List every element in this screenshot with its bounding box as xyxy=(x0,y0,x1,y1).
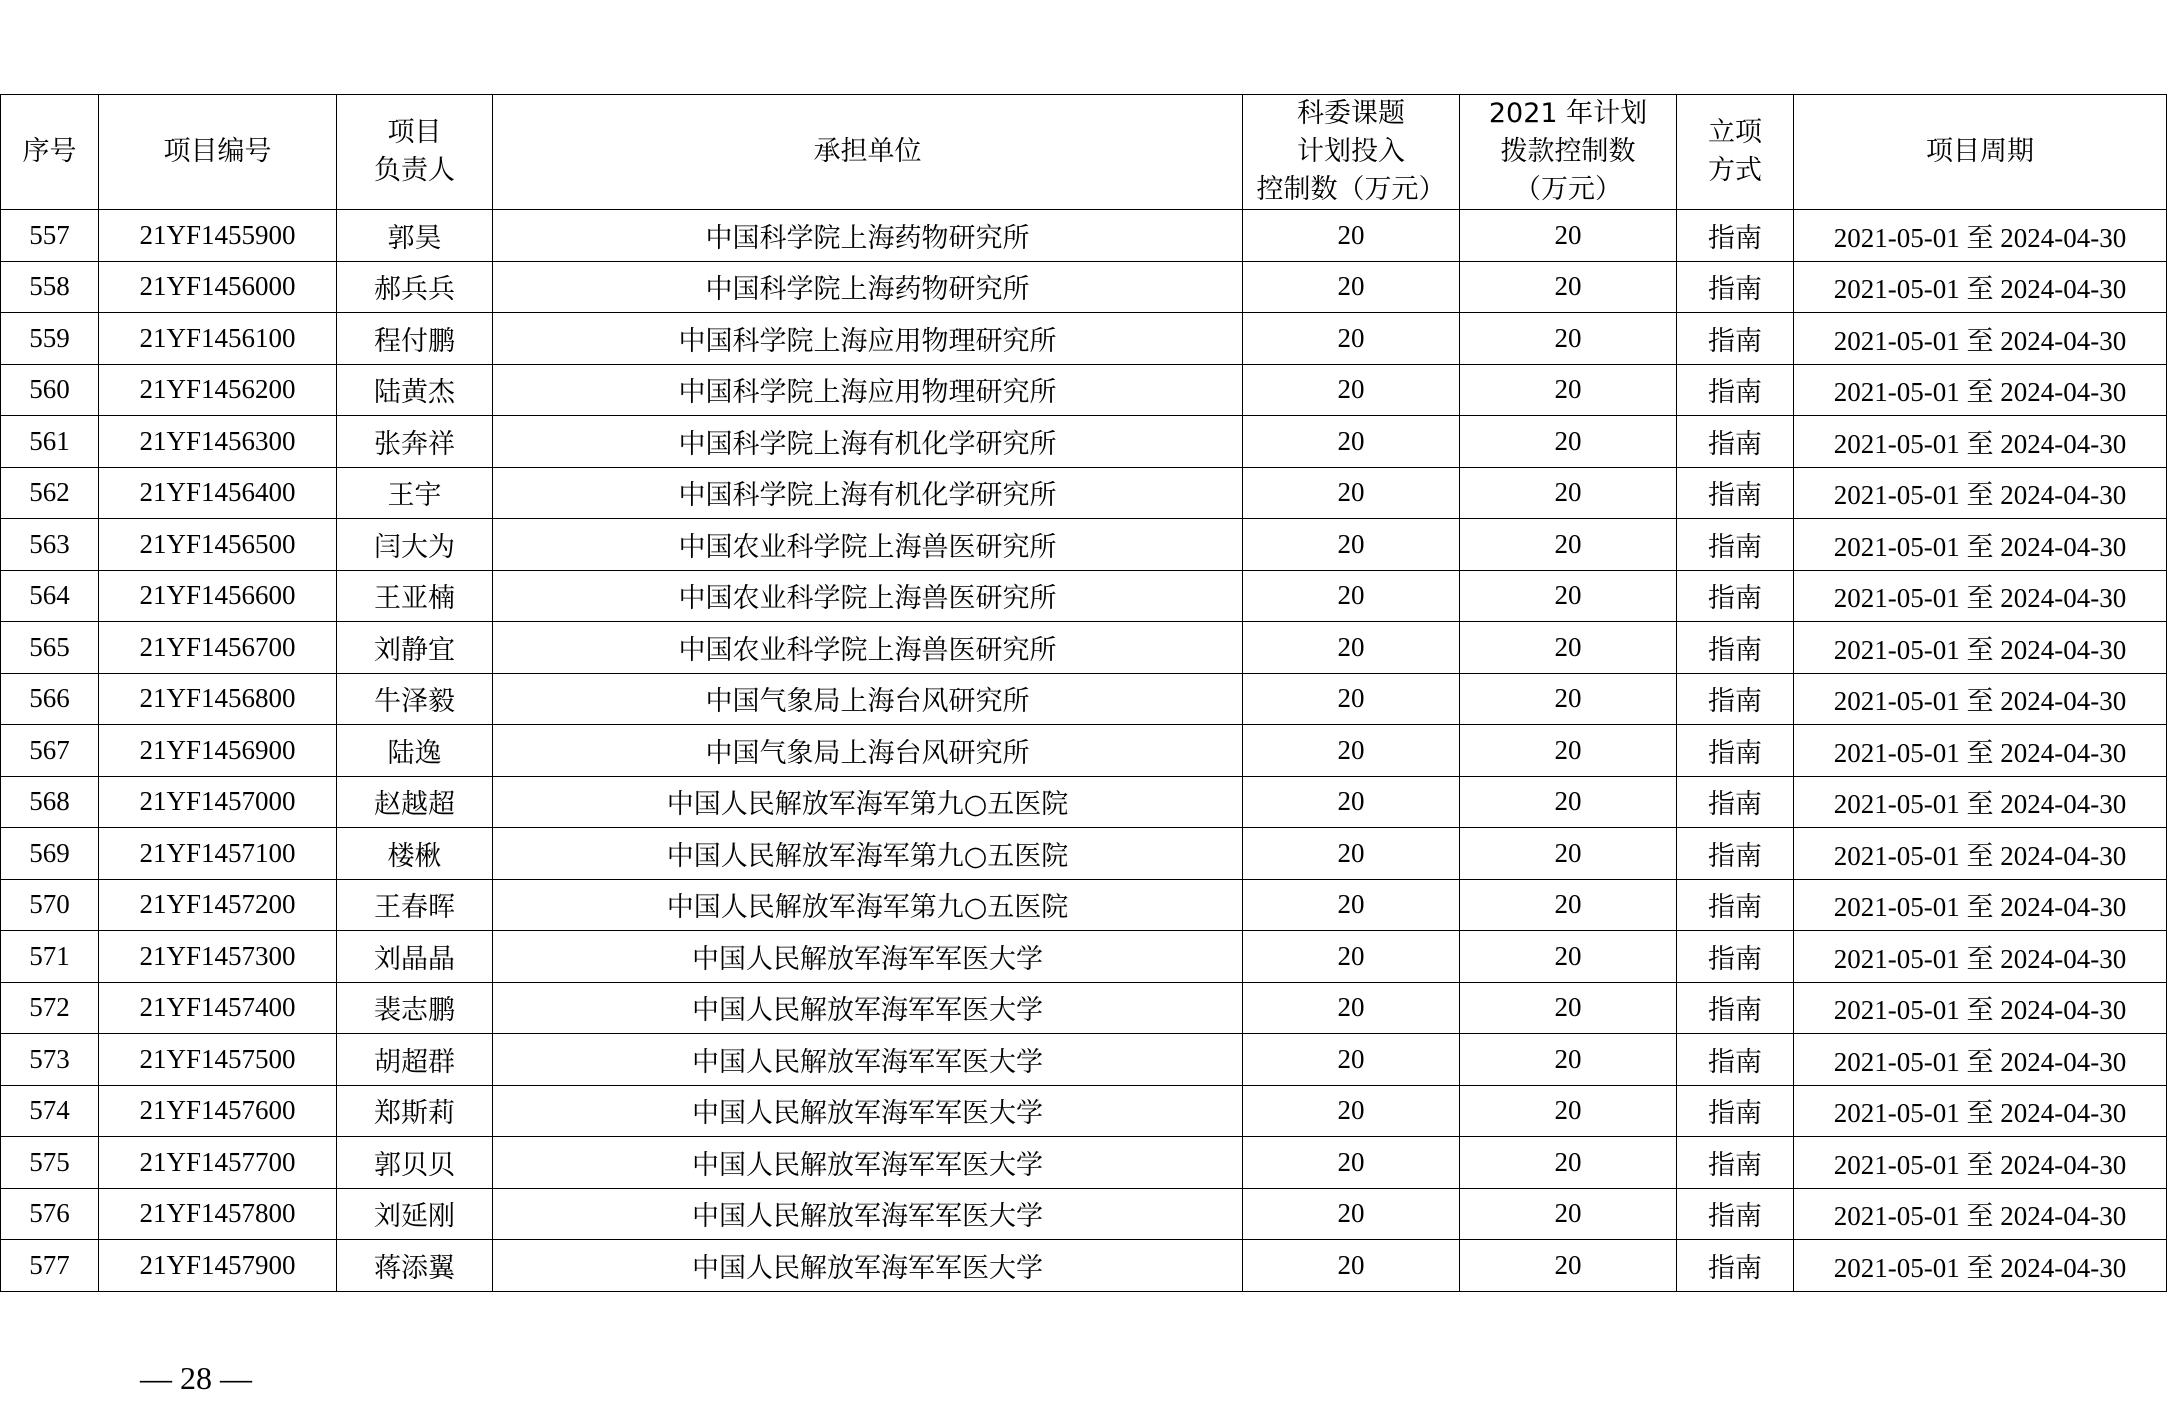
cell-project-no: 21YF1456700 xyxy=(99,622,337,674)
cell-method: 指南 xyxy=(1677,673,1794,725)
cell-project-no: 21YF1457500 xyxy=(99,1034,337,1086)
cell-period xyxy=(1794,1137,2167,1189)
page-number: — 28 — xyxy=(140,1360,252,1396)
cell-seq: 559 xyxy=(1,313,99,365)
cell-seq: 572 xyxy=(1,982,99,1034)
period-to: 至 xyxy=(1966,686,1994,718)
cell-seq: 569 xyxy=(1,828,99,880)
cell-unit: 中国人民解放军海军军医大学 xyxy=(493,982,1243,1034)
cell-method: 指南 xyxy=(1677,467,1794,519)
header-seq: 序号 xyxy=(1,95,99,210)
period-to: 至 xyxy=(1966,1252,1994,1284)
table-row xyxy=(1,725,2167,777)
cell-leader: 郭贝贝 xyxy=(337,1137,493,1189)
cell-period xyxy=(1794,416,2167,468)
cell-leader: 张奔祥 xyxy=(337,416,493,468)
cell-period xyxy=(1794,1034,2167,1086)
cell-plan-amount: 20 xyxy=(1243,313,1460,365)
cell-seq: 564 xyxy=(1,570,99,622)
table-row xyxy=(1,261,2167,313)
cell-project-no: 21YF1457700 xyxy=(99,1137,337,1189)
period-start: 2021-05-01 xyxy=(1833,274,1960,305)
cell-leader: 闫大为 xyxy=(337,519,493,571)
period-start: 2021-05-01 xyxy=(1833,428,1960,459)
cell-period xyxy=(1794,519,2167,571)
cell-seq: 558 xyxy=(1,261,99,313)
period-end: 2024-04-30 xyxy=(2000,583,2127,614)
period-end: 2024-04-30 xyxy=(2000,428,2127,459)
table-row xyxy=(1,1085,2167,1137)
cell-alloc-amount: 20 xyxy=(1460,416,1677,468)
cell-unit: 中国科学院上海药物研究所 xyxy=(493,261,1243,313)
period-start: 2021-05-01 xyxy=(1833,1149,1960,1180)
cell-alloc-amount: 20 xyxy=(1460,1240,1677,1292)
cell-alloc-amount: 20 xyxy=(1460,570,1677,622)
cell-unit: 中国人民解放军海军军医大学 xyxy=(493,1188,1243,1240)
period-end: 2024-04-30 xyxy=(2000,840,2127,871)
cell-alloc-amount: 20 xyxy=(1460,828,1677,880)
cell-method: 指南 xyxy=(1677,931,1794,983)
period-end: 2024-04-30 xyxy=(2000,480,2127,511)
period-to: 至 xyxy=(1966,1046,1994,1078)
cell-period xyxy=(1794,673,2167,725)
period-start: 2021-05-01 xyxy=(1833,892,1960,923)
cell-unit: 中国人民解放军海军第九○五医院 xyxy=(493,776,1243,828)
cell-project-no: 21YF1456300 xyxy=(99,416,337,468)
cell-plan-amount: 20 xyxy=(1243,467,1460,519)
period-end: 2024-04-30 xyxy=(2000,892,2127,923)
cell-unit: 中国农业科学院上海兽医研究所 xyxy=(493,570,1243,622)
cell-method: 指南 xyxy=(1677,879,1794,931)
cell-alloc-amount: 20 xyxy=(1460,725,1677,777)
cell-period xyxy=(1794,776,2167,828)
period-start: 2021-05-01 xyxy=(1833,943,1960,974)
cell-project-no: 21YF1455900 xyxy=(99,210,337,262)
cell-seq: 557 xyxy=(1,210,99,262)
period-to: 至 xyxy=(1966,377,1994,409)
cell-seq: 574 xyxy=(1,1085,99,1137)
cell-project-no: 21YF1457400 xyxy=(99,982,337,1034)
cell-method: 指南 xyxy=(1677,622,1794,674)
cell-project-no: 21YF1457200 xyxy=(99,879,337,931)
cell-method: 指南 xyxy=(1677,570,1794,622)
table-row xyxy=(1,416,2167,468)
table-row xyxy=(1,519,2167,571)
cell-plan-amount: 20 xyxy=(1243,519,1460,571)
period-to: 至 xyxy=(1966,480,1994,512)
period-to: 至 xyxy=(1966,737,1994,769)
cell-leader: 蒋添翼 xyxy=(337,1240,493,1292)
cell-unit: 中国气象局上海台风研究所 xyxy=(493,673,1243,725)
cell-alloc-amount: 20 xyxy=(1460,1085,1677,1137)
period-to: 至 xyxy=(1966,634,1994,666)
cell-alloc-amount: 20 xyxy=(1460,364,1677,416)
cell-unit: 中国人民解放军海军军医大学 xyxy=(493,931,1243,983)
cell-seq: 568 xyxy=(1,776,99,828)
period-to: 至 xyxy=(1966,995,1994,1027)
period-to: 至 xyxy=(1966,1201,1994,1233)
cell-unit: 中国气象局上海台风研究所 xyxy=(493,725,1243,777)
project-table xyxy=(0,94,2167,1292)
cell-seq: 560 xyxy=(1,364,99,416)
period-start: 2021-05-01 xyxy=(1833,789,1960,820)
cell-seq: 567 xyxy=(1,725,99,777)
cell-method: 指南 xyxy=(1677,416,1794,468)
period-start: 2021-05-01 xyxy=(1833,840,1960,871)
period-end: 2024-04-30 xyxy=(2000,531,2127,562)
header-period: 项目周期 xyxy=(1794,95,2167,210)
table-row xyxy=(1,467,2167,519)
cell-plan-amount: 20 xyxy=(1243,725,1460,777)
cell-period xyxy=(1794,1188,2167,1240)
cell-alloc-amount: 20 xyxy=(1460,1137,1677,1189)
cell-project-no: 21YF1456000 xyxy=(99,261,337,313)
cell-leader: 郭昊 xyxy=(337,210,493,262)
cell-plan-amount: 20 xyxy=(1243,673,1460,725)
cell-method: 指南 xyxy=(1677,364,1794,416)
cell-project-no: 21YF1456600 xyxy=(99,570,337,622)
period-start: 2021-05-01 xyxy=(1833,634,1960,665)
cell-seq: 573 xyxy=(1,1034,99,1086)
cell-alloc-amount: 20 xyxy=(1460,931,1677,983)
cell-seq: 563 xyxy=(1,519,99,571)
header-project-no: 项目编号 xyxy=(99,95,337,210)
cell-plan-amount: 20 xyxy=(1243,776,1460,828)
cell-alloc-amount: 20 xyxy=(1460,1034,1677,1086)
cell-period xyxy=(1794,570,2167,622)
cell-alloc-amount: 20 xyxy=(1460,467,1677,519)
cell-method: 指南 xyxy=(1677,519,1794,571)
header-method: 立项 方式 xyxy=(1677,95,1794,210)
cell-period xyxy=(1794,364,2167,416)
cell-method: 指南 xyxy=(1677,313,1794,365)
cell-seq: 561 xyxy=(1,416,99,468)
cell-project-no: 21YF1457000 xyxy=(99,776,337,828)
cell-plan-amount: 20 xyxy=(1243,828,1460,880)
table-body xyxy=(1,210,2167,1292)
cell-project-no: 21YF1456100 xyxy=(99,313,337,365)
cell-plan-amount: 20 xyxy=(1243,1240,1460,1292)
cell-alloc-amount: 20 xyxy=(1460,1188,1677,1240)
cell-plan-amount: 20 xyxy=(1243,416,1460,468)
cell-plan-amount: 20 xyxy=(1243,1188,1460,1240)
period-to: 至 xyxy=(1966,583,1994,615)
cell-plan-amount: 20 xyxy=(1243,1137,1460,1189)
cell-period xyxy=(1794,879,2167,931)
table-row xyxy=(1,931,2167,983)
cell-project-no: 21YF1456900 xyxy=(99,725,337,777)
cell-alloc-amount: 20 xyxy=(1460,519,1677,571)
cell-alloc-amount: 20 xyxy=(1460,210,1677,262)
period-end: 2024-04-30 xyxy=(2000,377,2127,408)
cell-period xyxy=(1794,931,2167,983)
cell-method: 指南 xyxy=(1677,725,1794,777)
cell-project-no: 21YF1456800 xyxy=(99,673,337,725)
cell-leader: 王亚楠 xyxy=(337,570,493,622)
cell-plan-amount: 20 xyxy=(1243,622,1460,674)
table-header-row xyxy=(1,95,2167,210)
cell-project-no: 21YF1456200 xyxy=(99,364,337,416)
cell-period xyxy=(1794,467,2167,519)
cell-method: 指南 xyxy=(1677,1085,1794,1137)
cell-leader: 牛泽毅 xyxy=(337,673,493,725)
cell-period xyxy=(1794,1085,2167,1137)
cell-leader: 胡超群 xyxy=(337,1034,493,1086)
cell-unit: 中国科学院上海药物研究所 xyxy=(493,210,1243,262)
period-end: 2024-04-30 xyxy=(2000,1252,2127,1283)
cell-plan-amount: 20 xyxy=(1243,261,1460,313)
period-end: 2024-04-30 xyxy=(2000,1201,2127,1232)
table-row xyxy=(1,364,2167,416)
table-row xyxy=(1,1240,2167,1292)
cell-project-no: 21YF1457600 xyxy=(99,1085,337,1137)
cell-project-no: 21YF1457900 xyxy=(99,1240,337,1292)
table-row xyxy=(1,313,2167,365)
cell-unit: 中国人民解放军海军军医大学 xyxy=(493,1240,1243,1292)
table-row xyxy=(1,622,2167,674)
cell-alloc-amount: 20 xyxy=(1460,261,1677,313)
cell-unit: 中国科学院上海有机化学研究所 xyxy=(493,416,1243,468)
period-to: 至 xyxy=(1966,943,1994,975)
cell-period xyxy=(1794,210,2167,262)
cell-leader: 王宇 xyxy=(337,467,493,519)
cell-unit: 中国人民解放军海军军医大学 xyxy=(493,1085,1243,1137)
cell-alloc-amount: 20 xyxy=(1460,982,1677,1034)
cell-alloc-amount: 20 xyxy=(1460,776,1677,828)
cell-seq: 577 xyxy=(1,1240,99,1292)
cell-project-no: 21YF1457300 xyxy=(99,931,337,983)
cell-method: 指南 xyxy=(1677,1188,1794,1240)
period-start: 2021-05-01 xyxy=(1833,583,1960,614)
cell-method: 指南 xyxy=(1677,210,1794,262)
cell-unit: 中国人民解放军海军军医大学 xyxy=(493,1137,1243,1189)
cell-unit: 中国人民解放军海军第九○五医院 xyxy=(493,879,1243,931)
cell-unit: 中国科学院上海应用物理研究所 xyxy=(493,364,1243,416)
period-end: 2024-04-30 xyxy=(2000,634,2127,665)
cell-seq: 562 xyxy=(1,467,99,519)
cell-plan-amount: 20 xyxy=(1243,1085,1460,1137)
cell-seq: 576 xyxy=(1,1188,99,1240)
cell-period xyxy=(1794,725,2167,777)
cell-alloc-amount: 20 xyxy=(1460,673,1677,725)
cell-plan-amount: 20 xyxy=(1243,1034,1460,1086)
table-row xyxy=(1,570,2167,622)
period-end: 2024-04-30 xyxy=(2000,325,2127,356)
table-row xyxy=(1,828,2167,880)
cell-seq: 565 xyxy=(1,622,99,674)
cell-leader: 郝兵兵 xyxy=(337,261,493,313)
cell-seq: 575 xyxy=(1,1137,99,1189)
period-end: 2024-04-30 xyxy=(2000,943,2127,974)
cell-seq: 566 xyxy=(1,673,99,725)
period-end: 2024-04-30 xyxy=(2000,1149,2127,1180)
cell-unit: 中国科学院上海有机化学研究所 xyxy=(493,467,1243,519)
cell-plan-amount: 20 xyxy=(1243,210,1460,262)
period-start: 2021-05-01 xyxy=(1833,377,1960,408)
table-row xyxy=(1,1034,2167,1086)
cell-method: 指南 xyxy=(1677,776,1794,828)
cell-seq: 570 xyxy=(1,879,99,931)
cell-method: 指南 xyxy=(1677,261,1794,313)
header-unit: 承担单位 xyxy=(493,95,1243,210)
cell-plan-amount: 20 xyxy=(1243,931,1460,983)
period-to: 至 xyxy=(1966,1098,1994,1130)
period-start: 2021-05-01 xyxy=(1833,1201,1960,1232)
period-end: 2024-04-30 xyxy=(2000,1046,2127,1077)
period-start: 2021-05-01 xyxy=(1833,686,1960,717)
period-end: 2024-04-30 xyxy=(2000,789,2127,820)
period-to: 至 xyxy=(1966,531,1994,563)
table-row xyxy=(1,673,2167,725)
header-alloc-amount: 2021 年计划 拨款控制数 （万元） xyxy=(1460,95,1677,210)
cell-project-no: 21YF1457800 xyxy=(99,1188,337,1240)
header-leader: 项目 负责人 xyxy=(337,95,493,210)
header-plan-amount: 科委课题 计划投入 控制数（万元） xyxy=(1243,95,1460,210)
period-start: 2021-05-01 xyxy=(1833,995,1960,1026)
cell-period xyxy=(1794,828,2167,880)
table-row xyxy=(1,776,2167,828)
table-row xyxy=(1,982,2167,1034)
cell-project-no: 21YF1457100 xyxy=(99,828,337,880)
cell-unit: 中国人民解放军海军第九○五医院 xyxy=(493,828,1243,880)
cell-period xyxy=(1794,313,2167,365)
cell-method: 指南 xyxy=(1677,828,1794,880)
period-to: 至 xyxy=(1966,789,1994,821)
table-row xyxy=(1,210,2167,262)
period-start: 2021-05-01 xyxy=(1833,531,1960,562)
period-to: 至 xyxy=(1966,892,1994,924)
period-end: 2024-04-30 xyxy=(2000,686,2127,717)
cell-leader: 刘晶晶 xyxy=(337,931,493,983)
cell-alloc-amount: 20 xyxy=(1460,879,1677,931)
cell-alloc-amount: 20 xyxy=(1460,622,1677,674)
period-start: 2021-05-01 xyxy=(1833,1252,1960,1283)
cell-unit: 中国人民解放军海军军医大学 xyxy=(493,1034,1243,1086)
cell-leader: 陆逸 xyxy=(337,725,493,777)
period-start: 2021-05-01 xyxy=(1833,1046,1960,1077)
cell-leader: 楼楸 xyxy=(337,828,493,880)
period-to: 至 xyxy=(1966,274,1994,306)
cell-method: 指南 xyxy=(1677,1240,1794,1292)
period-end: 2024-04-30 xyxy=(2000,1098,2127,1129)
cell-period xyxy=(1794,622,2167,674)
cell-method: 指南 xyxy=(1677,1034,1794,1086)
period-start: 2021-05-01 xyxy=(1833,1098,1960,1129)
cell-leader: 刘延刚 xyxy=(337,1188,493,1240)
cell-plan-amount: 20 xyxy=(1243,570,1460,622)
cell-plan-amount: 20 xyxy=(1243,982,1460,1034)
period-start: 2021-05-01 xyxy=(1833,325,1960,356)
period-to: 至 xyxy=(1966,1149,1994,1181)
cell-period xyxy=(1794,261,2167,313)
cell-leader: 裴志鹏 xyxy=(337,982,493,1034)
cell-unit: 中国农业科学院上海兽医研究所 xyxy=(493,622,1243,674)
cell-leader: 郑斯莉 xyxy=(337,1085,493,1137)
cell-alloc-amount: 20 xyxy=(1460,313,1677,365)
table-row xyxy=(1,879,2167,931)
period-start: 2021-05-01 xyxy=(1833,222,1960,253)
cell-project-no: 21YF1456400 xyxy=(99,467,337,519)
cell-leader: 程付鹏 xyxy=(337,313,493,365)
cell-unit: 中国科学院上海应用物理研究所 xyxy=(493,313,1243,365)
table-row xyxy=(1,1137,2167,1189)
cell-leader: 赵越超 xyxy=(337,776,493,828)
table-row xyxy=(1,1188,2167,1240)
cell-leader: 刘静宜 xyxy=(337,622,493,674)
cell-plan-amount: 20 xyxy=(1243,364,1460,416)
cell-leader: 王春晖 xyxy=(337,879,493,931)
period-end: 2024-04-30 xyxy=(2000,222,2127,253)
period-end: 2024-04-30 xyxy=(2000,737,2127,768)
period-to: 至 xyxy=(1966,840,1994,872)
cell-method: 指南 xyxy=(1677,1137,1794,1189)
cell-project-no: 21YF1456500 xyxy=(99,519,337,571)
cell-unit: 中国农业科学院上海兽医研究所 xyxy=(493,519,1243,571)
cell-plan-amount: 20 xyxy=(1243,879,1460,931)
period-end: 2024-04-30 xyxy=(2000,995,2127,1026)
cell-leader: 陆黄杰 xyxy=(337,364,493,416)
period-to: 至 xyxy=(1966,428,1994,460)
cell-period xyxy=(1794,1240,2167,1292)
period-to: 至 xyxy=(1966,325,1994,357)
period-to: 至 xyxy=(1966,222,1994,254)
cell-seq: 571 xyxy=(1,931,99,983)
cell-period xyxy=(1794,982,2167,1034)
cell-method: 指南 xyxy=(1677,982,1794,1034)
period-end: 2024-04-30 xyxy=(2000,274,2127,305)
period-start: 2021-05-01 xyxy=(1833,737,1960,768)
period-start: 2021-05-01 xyxy=(1833,480,1960,511)
